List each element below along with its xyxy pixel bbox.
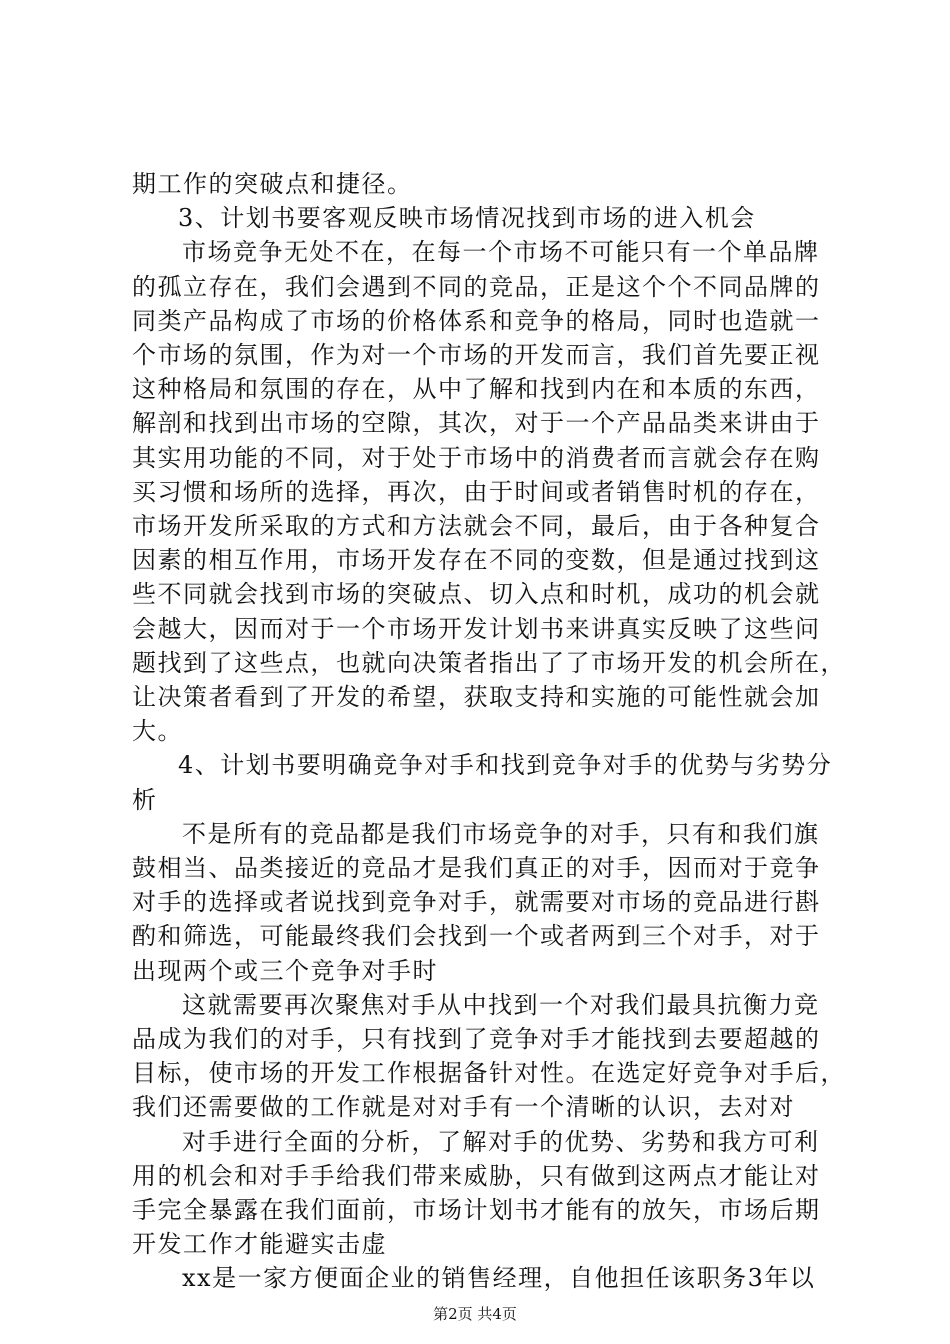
text-line: 析 (132, 785, 158, 814)
section-heading: 4、计划书要明确竞争对手和找到竞争对手的优势与劣势分 (178, 751, 833, 780)
text-line: 让决策者看到了开发的希望，获取支持和实施的可能性就会加 (132, 683, 821, 711)
text-line: 这就需要再次聚焦对手从中找到一个对我们最具抗衡力竞 (182, 990, 820, 1019)
text-line: 不是所有的竞品都是我们市场竞争的对手，只有和我们旗 (182, 819, 820, 848)
text-line: 同类产品构成了市场的价格体系和竞争的格局，同时也造就一 (132, 306, 821, 335)
text-line: 题找到了这些点，也就向决策者指出了了市场开发的机会所在， (132, 648, 846, 677)
text-line: 因素的相互作用，市场开发存在不同的变数，但是通过找到这 (132, 546, 821, 575)
text-line: 对手进行全面的分析，了解对手的优势、劣势和我方可利 (182, 1127, 820, 1156)
text-line: 解剖和找到出市场的空隙，其次，对于一个产品品类来讲由于 (132, 409, 821, 438)
text-line: 鼓相当、品类接近的竞品才是我们真正的对手，因而对于竞争 (132, 854, 821, 882)
page-footer: 第2页 共4页 (433, 1304, 517, 1323)
text-line: 个市场的氛围，作为对一个市场的开发而言，我们首先要正视 (132, 341, 821, 369)
text-line: 品成为我们的对手，只有找到了竞争对手才能找到去要超越的 (132, 1025, 821, 1053)
text-line: 手完全暴露在我们面前，市场计划书才能有的放矢，市场后期 (132, 1196, 821, 1224)
text-line: 买习惯和场所的选择，再次，由于时间或者销售时机的存在， (132, 477, 821, 506)
text-line: 酌和筛选，可能最终我们会找到一个或者两到三个对手，对于 (132, 922, 821, 951)
text-line: 市场竞争无处不在，在每一个市场不可能只有一个单品牌 (182, 238, 820, 267)
section-heading: 3、计划书要客观反映市场情况找到市场的进入机会 (178, 204, 756, 233)
text-line: 的孤立存在，我们会遇到不同的竞品，正是这个个不同品牌的 (132, 272, 821, 301)
text-line: 大。 (132, 717, 183, 746)
text-line: 市场开发所采取的方式和方法就会不同，最后，由于各种复合 (132, 512, 821, 540)
text-line: 出现两个或三个竞争对手时 (132, 956, 438, 985)
text-line: 这种格局和氛围的存在，从中了解和找到内在和本质的东西， (132, 375, 821, 404)
text-line: 对手的选择或者说找到竞争对手，就需要对市场的竞品进行斟 (132, 888, 821, 917)
text-line: xx是一家方便面企业的销售经理，自他担任该职务3年以 (182, 1264, 816, 1293)
text-line: 其实用功能的不同，对于处于市场中的消费者而言就会存在购 (132, 443, 821, 472)
text-line: 期工作的突破点和捷径。 (132, 170, 413, 198)
text-line: 会越大，因而对于一个市场开发计划书来讲真实反映了这些问 (132, 614, 821, 643)
text-line: 些不同就会找到市场的突破点、切入点和时机，成功的机会就 (132, 580, 821, 609)
text-line: 我们还需要做的工作就是对对手有一个清晰的认识，去对对 (132, 1093, 795, 1122)
text-line: 目标，使市场的开发工作根据备针对性。在选定好竞争对手后， (132, 1059, 846, 1088)
text-line: 开发工作才能避实击虚 (132, 1230, 387, 1259)
text-line: 用的机会和对手手给我们带来威胁，只有做到这两点才能让对 (132, 1161, 821, 1190)
